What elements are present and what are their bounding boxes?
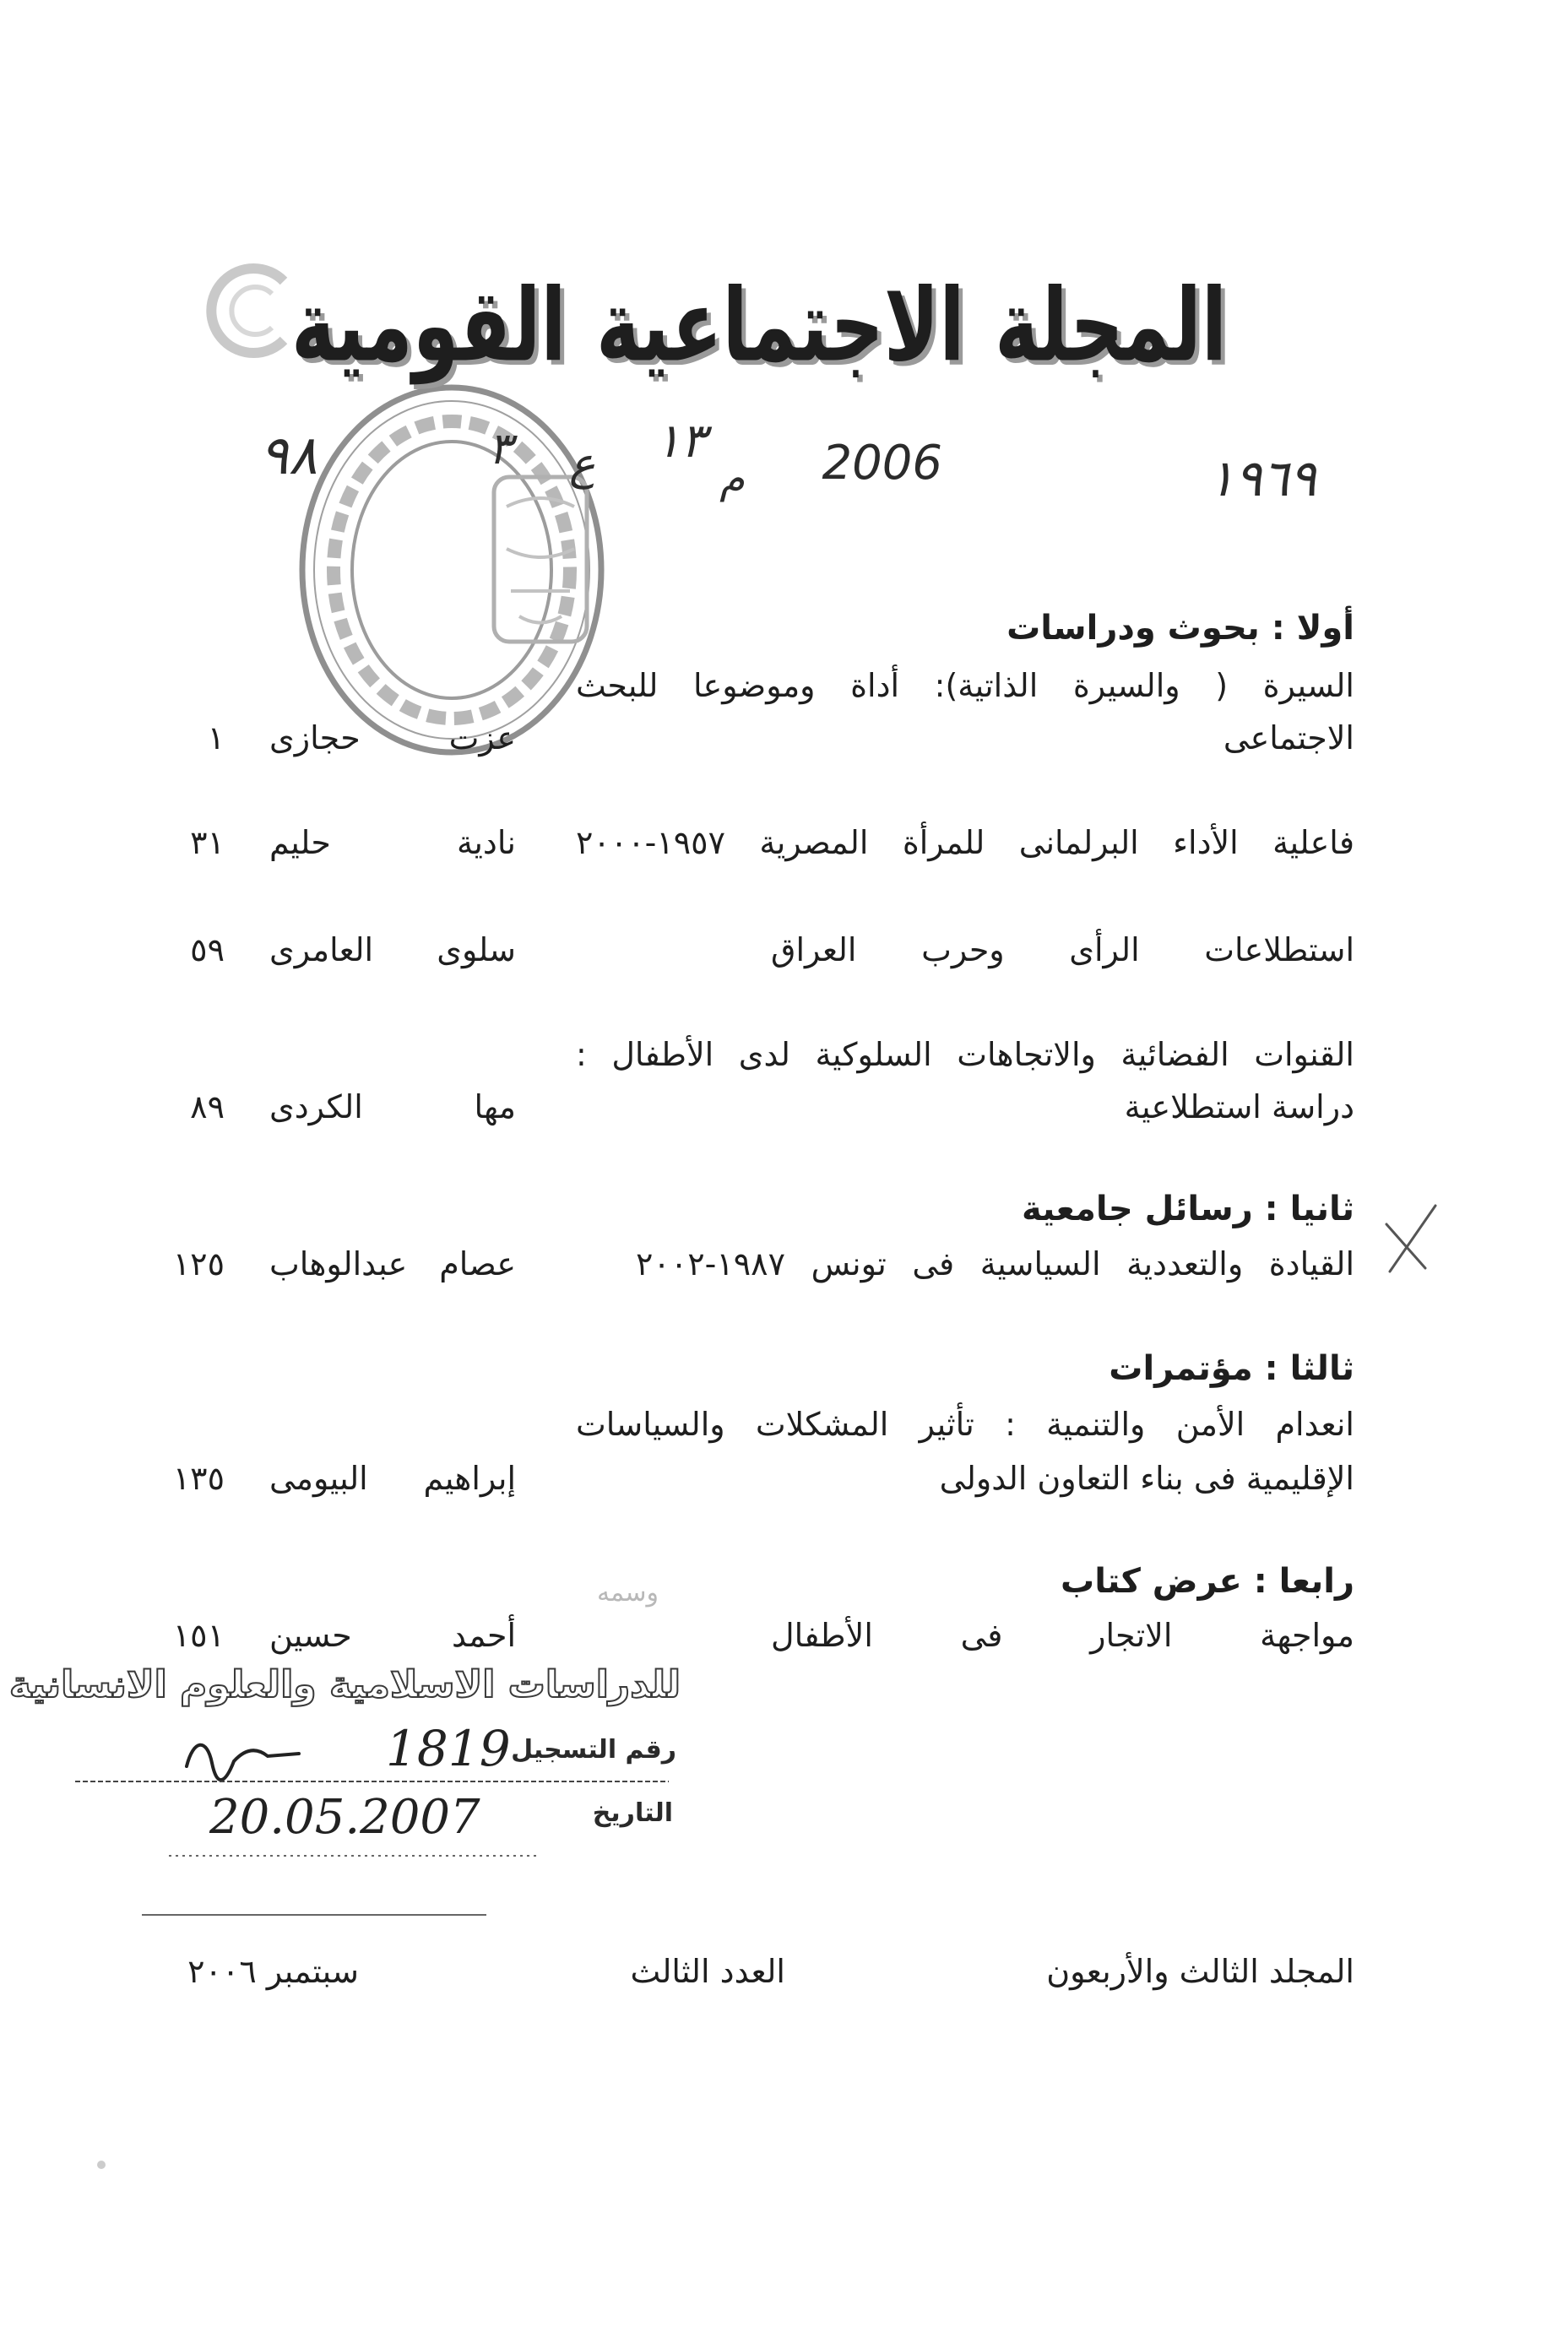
handwritten-mark-c: ١٣ [654,414,706,469]
footer-volume: المجلد الثالث والأربعون [1046,1953,1354,1990]
seal-center-emblem [494,477,587,642]
entry-page-number: ٣١ [190,824,225,861]
entry-title-line: القنوات الفضائية والاتجاهات السلوكية لدى الأطفال : [576,1036,1354,1073]
entry-author: مها الكردى [269,1088,516,1125]
stamp-institution-name: للدراسات الاسلامية والعلوم الانسانية [8,1663,681,1706]
emblem-outer-arc [211,268,284,353]
entry-title-line: انعدام الأمن والتنمية : تأثير المشكلات والسياسات [576,1406,1354,1443]
handwritten-x-mark [1386,1206,1435,1272]
x-mark-stroke-1 [1390,1206,1435,1272]
handwritten-serial: ١٩٦٩ [1207,449,1316,508]
handwritten-mark-a: ٣ [488,424,512,474]
handwritten-year: 2006 [822,436,942,491]
stamp-top-fragment: وسمه [596,1578,659,1608]
handwritten-left-mark: ٩٨ [259,425,317,487]
entry-author: سلوى العامرى [269,931,516,968]
entry-author: عصام عبدالوهاب [269,1245,516,1282]
entry-page-number: ١٣٥ [172,1460,225,1497]
entry-title-line: الاجتماعى [1223,719,1354,756]
masthead-emblem [211,268,284,353]
seal-second-ring [314,401,589,739]
seal-lettering-band [334,421,570,718]
entry-title-line: استطلاعات الرأى وحرب العراق [771,931,1354,968]
footer-date: سبتمبر ٢٠٠٦ [187,1953,359,1990]
registration-date-value: 20.05.2007 [209,1790,480,1845]
emblem-inner-arc [231,287,272,334]
entry-author: نادية حليم [269,824,516,861]
library-seal [302,388,601,752]
section-heading: أولا : بحوث ودراسات [1006,609,1354,648]
entry-title-line: القيادة والتعددية السياسية فى تونس ١٩٨٧-٢٠٠٢ [636,1245,1354,1282]
registration-date-label: التاريخ [592,1798,673,1828]
entry-title-line: مواجهة الاتجار فى الأطفال [771,1617,1354,1654]
handwritten-mark-d: م [719,455,745,502]
entry-page-number: ١ [207,719,225,756]
handwritten-mark-b: ع [568,439,595,490]
entry-page-number: ٥٩ [190,931,225,968]
entry-page-number: ١٥١ [172,1617,225,1654]
entry-author: عزت حجازى [269,719,516,756]
entry-page-number: ٨٩ [190,1088,225,1125]
entry-title-line: الإقليمية فى بناء التعاون الدولى [939,1460,1354,1497]
entry-title-line: السيرة ( والسيرة الذاتية): أداة وموضوعا للبحث [576,667,1354,704]
footer-issue: العدد الثالث [630,1953,785,1990]
section-heading: ثالثا : مؤتمرات [1109,1349,1354,1388]
entry-page-number: ١٢٥ [172,1245,225,1282]
journal-title: المجلة الاجتماعية القومية [291,266,1227,384]
scan-speck [97,2161,106,2169]
entry-author: إبراهيم البيومى [269,1460,516,1497]
registration-number-value: 1819 [386,1720,511,1777]
seal-inner-ring [352,442,551,698]
section-heading: رابعا : عرض كتاب [1061,1562,1354,1601]
registration-initials-signature [187,1745,299,1780]
section-heading: ثانيا : رسائل جامعية [1021,1190,1354,1228]
registration-number-label: رقم التسجيل [511,1735,676,1765]
entry-title-line: فاعلية الأداء البرلمانى للمرأة المصرية ١٩٥٧-٢٠٠٠ [576,824,1354,861]
entry-author: أحمد حسين [269,1617,516,1654]
entry-title-line: دراسة استطلاعية [1124,1088,1354,1125]
